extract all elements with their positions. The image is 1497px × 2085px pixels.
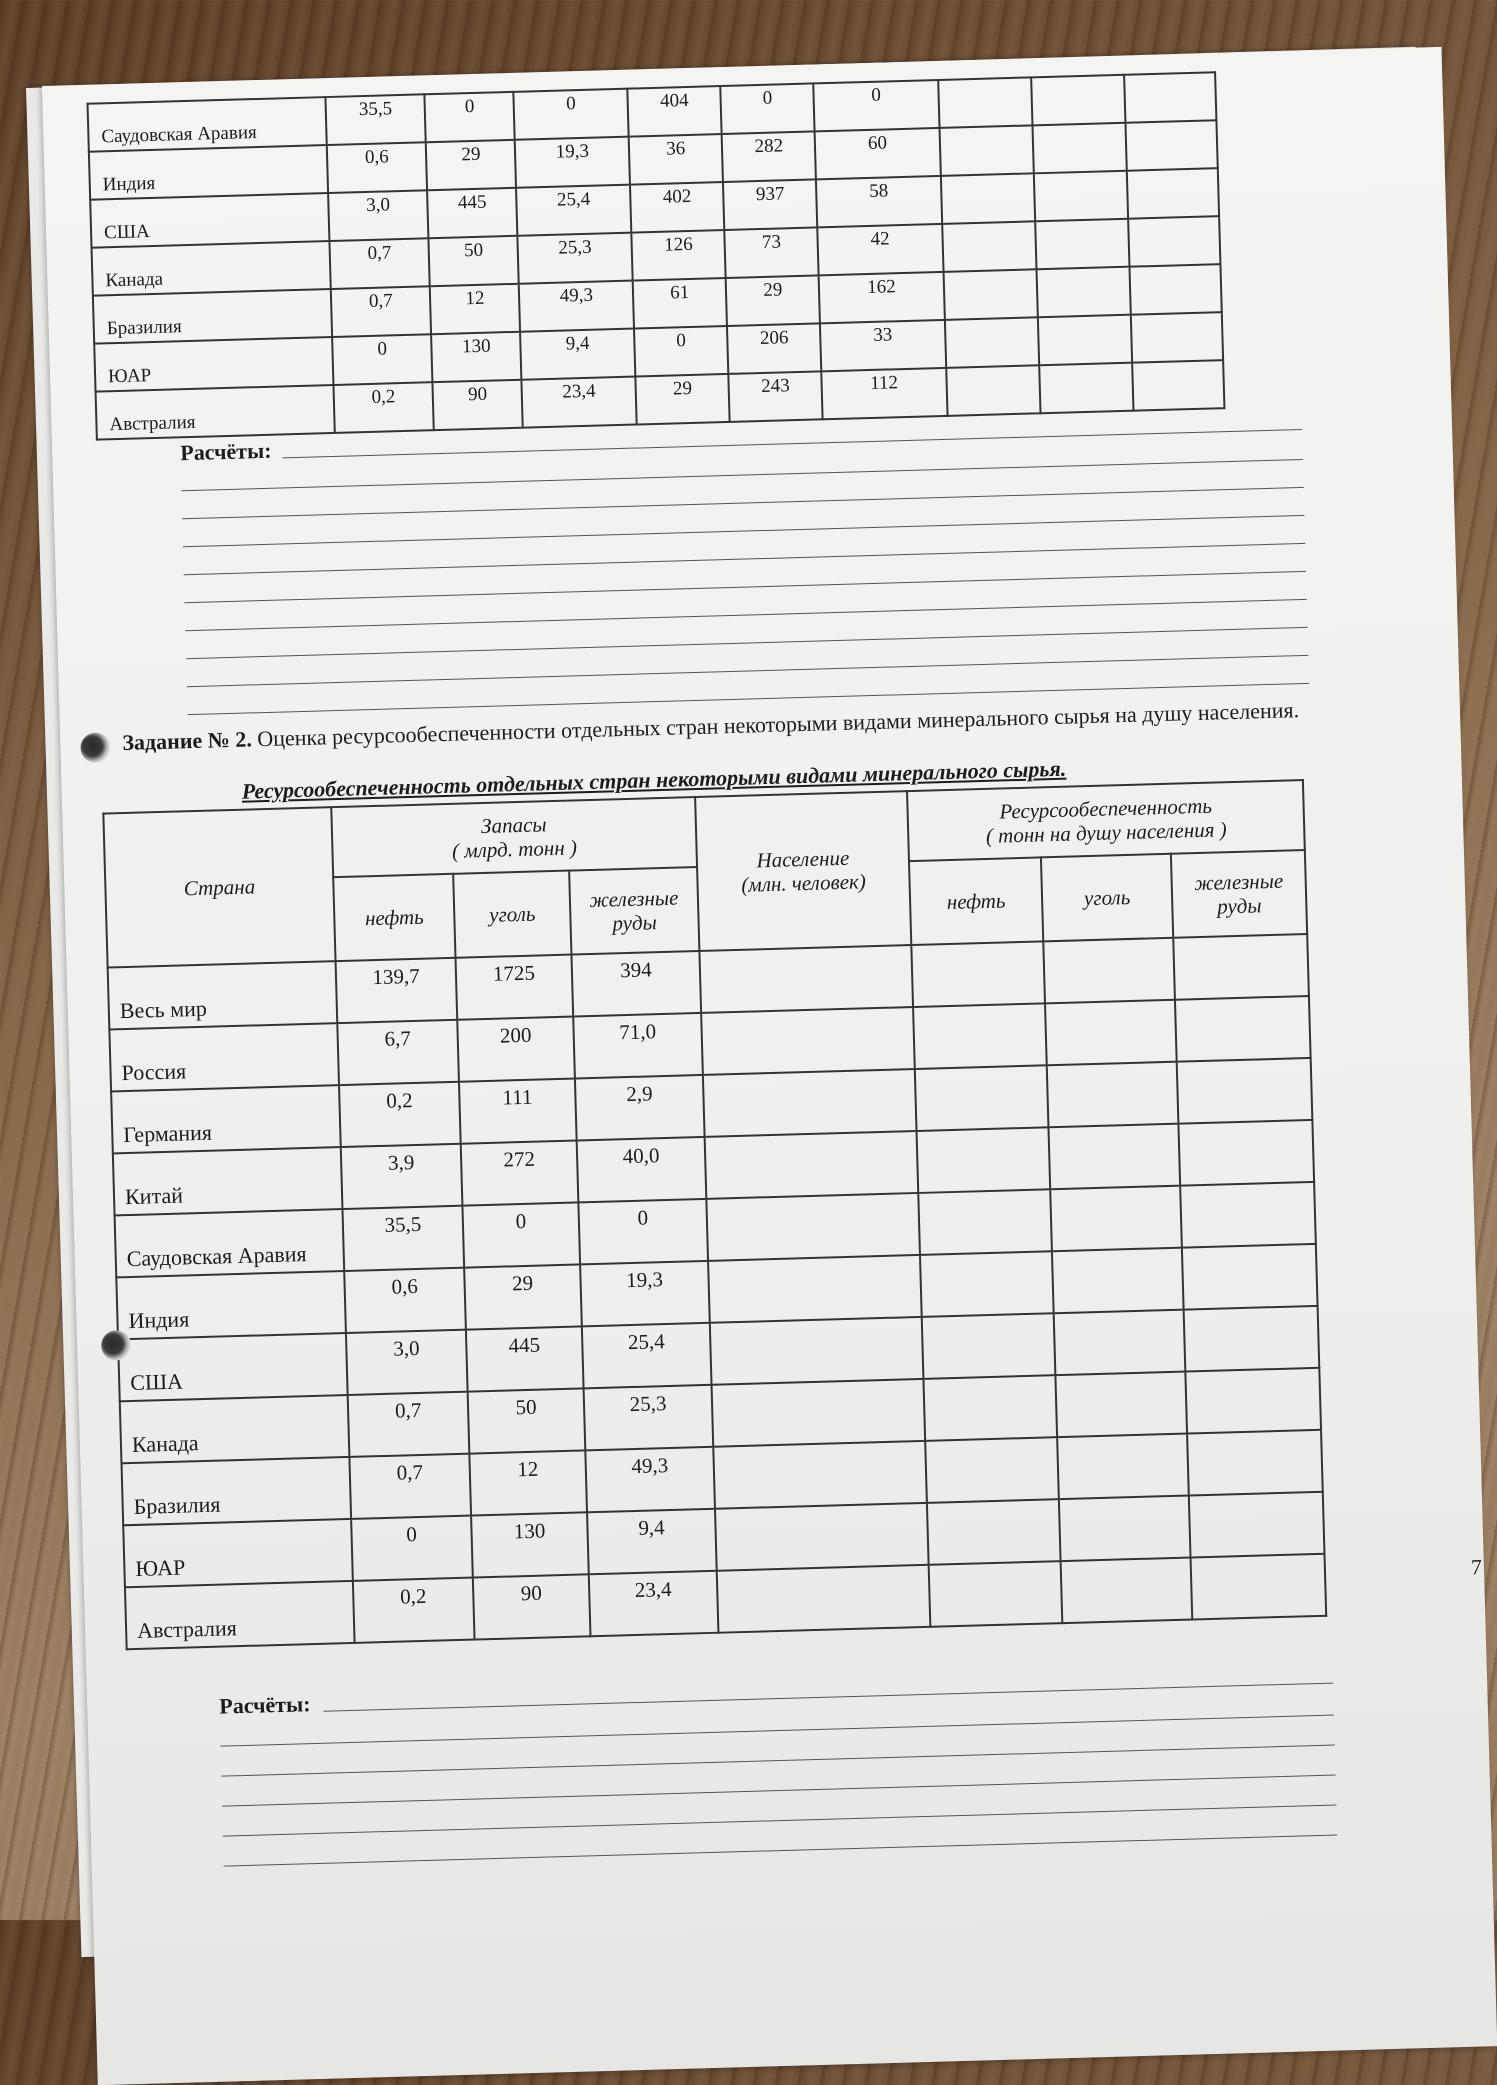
table2-coal-cell: 1725: [456, 955, 574, 1020]
table1-country-cell: ЮАР: [94, 337, 333, 392]
table2-country-cell: Весь мир: [108, 961, 338, 1029]
table2-supply-iron-cell[interactable]: [1184, 1306, 1320, 1372]
punch-hole: [80, 732, 111, 763]
table2-country-cell: Австралия: [125, 1581, 355, 1649]
header-reserves-unit: ( млрд. тонн ): [451, 835, 578, 863]
table1-value-cell: 282: [722, 131, 816, 182]
table1-value-cell: 0,6: [327, 142, 428, 193]
table1-value-cell: [1131, 312, 1223, 363]
table1-value-cell: [1036, 267, 1130, 318]
table2-coal-cell: 200: [457, 1017, 575, 1082]
table1-value-cell: [1132, 360, 1224, 411]
table2-supply-oil-cell[interactable]: [925, 1437, 1059, 1503]
table1-value-cell: 243: [729, 371, 823, 422]
header-oil: нефть: [333, 874, 455, 961]
table2-coal-cell: 0: [462, 1202, 580, 1267]
table2-supply-coal-cell[interactable]: [1059, 1496, 1191, 1562]
table2-coal-cell: 445: [466, 1326, 584, 1391]
table2-supply-iron-cell[interactable]: [1187, 1430, 1323, 1496]
header-population-title: Население: [756, 845, 850, 873]
table2-population-cell[interactable]: [705, 1131, 919, 1199]
table2-iron-cell: 0: [578, 1199, 708, 1265]
table2-iron-cell: 19,3: [580, 1261, 710, 1327]
table2-supply-oil-cell[interactable]: [911, 941, 1045, 1007]
table1-value-cell: 0,7: [331, 286, 432, 337]
header-supply-coal: уголь: [1041, 854, 1173, 942]
table1-value-cell: 50: [429, 236, 519, 286]
table1-value-cell: 0: [425, 92, 515, 142]
table2-population-cell[interactable]: [710, 1317, 924, 1385]
table2-population-cell[interactable]: [701, 1007, 915, 1075]
table2-supply-iron-cell[interactable]: [1189, 1492, 1325, 1558]
table2-supply-coal-cell[interactable]: [1043, 938, 1175, 1004]
table1-value-cell: [938, 77, 1032, 128]
table2-supply-oil-cell[interactable]: [927, 1499, 1061, 1565]
table1-value-cell: 61: [633, 278, 727, 329]
header-supply-title: Ресурсообеспеченность: [999, 793, 1213, 824]
table1-country-cell: Саудовская Аравия: [88, 97, 327, 152]
task2: [122, 696, 1302, 757]
table1-value-cell: 29: [636, 374, 730, 425]
table2-supply-iron-cell[interactable]: [1182, 1244, 1318, 1310]
table2-iron-cell: 71,0: [573, 1013, 703, 1079]
table2-oil-cell: 0,7: [348, 1392, 470, 1457]
table2-oil-cell: 0,6: [344, 1268, 466, 1333]
table1-value-cell: 49,3: [519, 281, 634, 332]
table2-iron-cell: 25,4: [582, 1323, 712, 1389]
answer-line: [222, 1775, 1336, 1807]
table2-supply-coal-cell[interactable]: [1054, 1310, 1186, 1376]
table2-supply-iron-cell[interactable]: [1178, 1120, 1314, 1186]
table1-value-cell: 33: [820, 320, 945, 371]
table2-supply-oil-cell[interactable]: [913, 1003, 1047, 1069]
table1-value-cell: 0: [514, 89, 629, 140]
table2-supply-coal-cell[interactable]: [1061, 1558, 1193, 1624]
table1-value-cell: 25,3: [518, 233, 633, 284]
table2-population-cell[interactable]: [703, 1069, 917, 1137]
header-supply-unit: ( тонн на душу населения ): [985, 817, 1228, 848]
worksheet-page: [42, 47, 1497, 2085]
answer-line: [184, 543, 1306, 575]
answer-line: [221, 1745, 1335, 1777]
table2-supply-iron-cell[interactable]: [1177, 1058, 1313, 1124]
table2-iron-cell: 49,3: [585, 1447, 715, 1513]
table1-value-cell: 29: [726, 275, 820, 326]
header-supply-iron: железные руды: [1171, 850, 1307, 938]
table2-supply-iron-cell[interactable]: [1191, 1554, 1327, 1620]
answer-line: [186, 627, 1308, 659]
header-country: Страна: [103, 807, 335, 967]
table2-oil-cell: 3,9: [341, 1144, 463, 1209]
table2-supply-coal-cell[interactable]: [1052, 1248, 1184, 1314]
table2-country-cell: Россия: [109, 1023, 339, 1091]
table1-value-cell: [946, 365, 1040, 416]
table1-value-cell: [1038, 315, 1132, 366]
table2-supply-oil-cell[interactable]: [922, 1313, 1056, 1379]
table1-country-cell: Австралия: [96, 385, 335, 440]
table1-value-cell: 0,2: [333, 382, 434, 433]
table2-supply-coal-cell[interactable]: [1050, 1186, 1182, 1252]
table2-population-cell[interactable]: [717, 1565, 931, 1633]
table2-caption: Ресурсообеспеченность отдельных стран некоторыми видами минерального сырья.: [241, 755, 1067, 804]
table2-supply-oil-cell[interactable]: [917, 1127, 1051, 1193]
table2-supply-coal-cell[interactable]: [1048, 1124, 1180, 1190]
table2-country-cell: США: [118, 1333, 348, 1401]
table2-oil-cell: 0: [351, 1516, 473, 1581]
table2-country-cell: Германия: [111, 1085, 341, 1153]
table1-value-cell: 937: [723, 179, 817, 230]
table2-oil-cell: 0,2: [353, 1578, 475, 1643]
table2-supply-oil-cell[interactable]: [915, 1065, 1049, 1131]
table1-value-cell: 112: [822, 368, 947, 419]
table2-supply-coal-cell[interactable]: [1057, 1434, 1189, 1500]
header-supply: [907, 780, 1305, 861]
table2-supply-oil-cell[interactable]: [923, 1375, 1057, 1441]
table1-value-cell: 9,4: [520, 329, 635, 380]
table2-supply-coal-cell[interactable]: [1045, 1000, 1177, 1066]
table1: [86, 71, 1225, 440]
table1-value-cell: [939, 125, 1033, 176]
table2-country-cell: Саудовская Аравия: [115, 1209, 345, 1277]
table2-population-cell[interactable]: [708, 1255, 922, 1323]
table1-value-cell: [944, 317, 1038, 368]
table2-oil-cell: 0,2: [339, 1082, 461, 1147]
table2-oil-cell: 0,7: [349, 1454, 471, 1519]
table1-value-cell: 126: [631, 230, 725, 281]
header-reserves: [331, 797, 697, 877]
table2-coal-cell: 50: [468, 1388, 586, 1453]
table1-value-cell: [1032, 123, 1126, 174]
table1-value-cell: [1039, 363, 1133, 414]
table2-iron-cell: 40,0: [577, 1137, 707, 1203]
answer-line: [183, 515, 1305, 547]
table1-value-cell: 162: [819, 272, 944, 323]
table1-value-cell: 19,3: [515, 137, 630, 188]
header-population-unit: (млн. человек): [741, 869, 867, 897]
table1-value-cell: 60: [815, 128, 940, 179]
answer-line: [184, 571, 1306, 603]
table2-supply-iron-cell[interactable]: [1173, 934, 1309, 1000]
table1-value-cell: 73: [725, 227, 819, 278]
table1-value-cell: 0: [814, 80, 939, 131]
table2-iron-cell: 23,4: [589, 1571, 719, 1637]
table1-value-cell: [943, 269, 1037, 320]
table2-supply-coal-cell[interactable]: [1047, 1062, 1179, 1128]
table2-supply-oil-cell[interactable]: [929, 1561, 1063, 1627]
table2-coal-cell: 12: [469, 1450, 587, 1515]
table1-value-cell: 0: [332, 334, 433, 385]
table2-supply-iron-cell[interactable]: [1185, 1368, 1321, 1434]
table2-country-cell: Индия: [116, 1271, 346, 1339]
table1-value-cell: 36: [629, 134, 723, 185]
table1-value-cell: [1124, 72, 1216, 123]
page-number: 7: [1470, 1554, 1483, 1580]
table2-iron-cell: 394: [571, 951, 701, 1017]
table2-supply-iron-cell[interactable]: [1175, 996, 1311, 1062]
answer-line: [187, 655, 1309, 687]
table2-coal-cell: 29: [464, 1264, 582, 1329]
table1-value-cell: [1127, 168, 1219, 219]
table1-value-cell: 29: [426, 140, 516, 190]
calc-label-1: Расчёты:: [179, 437, 272, 466]
table2-supply-oil-cell[interactable]: [918, 1189, 1052, 1255]
table1-value-cell: [1129, 264, 1221, 315]
table1-country-cell: США: [90, 193, 329, 248]
table2-iron-cell: 25,3: [584, 1385, 714, 1451]
table1-value-cell: [1128, 216, 1220, 267]
table2-population-cell[interactable]: [715, 1503, 929, 1571]
table1-value-cell: [1034, 171, 1128, 222]
table2-supply-iron-cell[interactable]: [1180, 1182, 1316, 1248]
table1-value-cell: 35,5: [325, 94, 426, 145]
table1-value-cell: 0: [634, 326, 728, 377]
table1-value-cell: [1031, 75, 1125, 126]
table1-value-cell: [1125, 120, 1217, 171]
table2-population-cell[interactable]: [713, 1441, 927, 1509]
table1-value-cell: 0: [721, 83, 815, 134]
table1-value-cell: 90: [433, 380, 523, 430]
answer-line: [182, 487, 1304, 519]
table1-country-cell: Индия: [89, 145, 328, 200]
table2-supply-oil-cell[interactable]: [920, 1251, 1054, 1317]
answer-line: [282, 429, 1302, 458]
table2-coal-cell: 90: [473, 1574, 591, 1639]
answer-line: [224, 1835, 1338, 1867]
table2-supply-coal-cell[interactable]: [1055, 1372, 1187, 1438]
table1-country-cell: Канада: [92, 241, 331, 296]
header-population: [695, 791, 911, 951]
table2-oil-cell: 6,7: [337, 1020, 459, 1085]
table1-country-cell: Бразилия: [93, 289, 332, 344]
table1-value-cell: [1035, 219, 1129, 270]
table2-coal-cell: 272: [461, 1140, 579, 1205]
table1-value-cell: 445: [427, 188, 517, 238]
table1-value-cell: 42: [818, 224, 943, 275]
table1-value-cell: 206: [727, 323, 821, 374]
table1-value-cell: 402: [630, 182, 724, 233]
table1-value-cell: 130: [431, 332, 521, 382]
table2-coal-cell: 111: [459, 1079, 577, 1144]
table2-population-cell[interactable]: [706, 1193, 920, 1261]
answer-line: [185, 599, 1307, 631]
table2-iron-cell: 9,4: [587, 1509, 717, 1575]
table1-value-cell: 3,0: [328, 190, 429, 241]
table1-value-cell: 58: [816, 176, 941, 227]
table1-value-cell: 0,7: [329, 238, 430, 289]
table2-coal-cell: 130: [471, 1512, 589, 1577]
table1-value-cell: 404: [627, 86, 721, 137]
table2-country-cell: Китай: [113, 1147, 343, 1215]
answer-line: [223, 1805, 1337, 1837]
task2-title: Задание № 2.: [122, 726, 253, 756]
table2-oil-cell: 35,5: [342, 1206, 464, 1271]
table1-value-cell: 25,4: [516, 185, 631, 236]
table2-country-cell: ЮАР: [123, 1519, 353, 1587]
table2-oil-cell: 139,7: [336, 958, 458, 1023]
table1-value-cell: [942, 221, 1036, 272]
task2-text: Оценка ресурсообеспеченности отдельных стран некоторыми видами минерального сырья на душу населения.: [256, 697, 1300, 752]
table2: [102, 779, 1327, 1650]
header-iron: железные руды: [569, 867, 699, 955]
table2-iron-cell: 2,9: [575, 1075, 705, 1141]
header-reserves-title: Запасы: [480, 812, 547, 839]
calc-label-2: Расчёты:: [218, 1691, 311, 1719]
table2-country-cell: Канада: [120, 1395, 350, 1463]
header-supply-oil: нефть: [909, 857, 1043, 945]
table1-value-cell: [940, 173, 1034, 224]
answer-line: [323, 1683, 1333, 1712]
table2-oil-cell: 3,0: [346, 1330, 468, 1395]
table2-population-cell[interactable]: [699, 945, 913, 1013]
answer-line: [220, 1715, 1334, 1747]
header-coal: уголь: [453, 871, 571, 958]
table1-value-cell: 12: [430, 284, 520, 334]
table2-population-cell[interactable]: [712, 1379, 926, 1447]
table2-country-cell: Бразилия: [121, 1457, 351, 1525]
table1-value-cell: 23,4: [522, 377, 637, 428]
answer-line: [181, 459, 1303, 491]
